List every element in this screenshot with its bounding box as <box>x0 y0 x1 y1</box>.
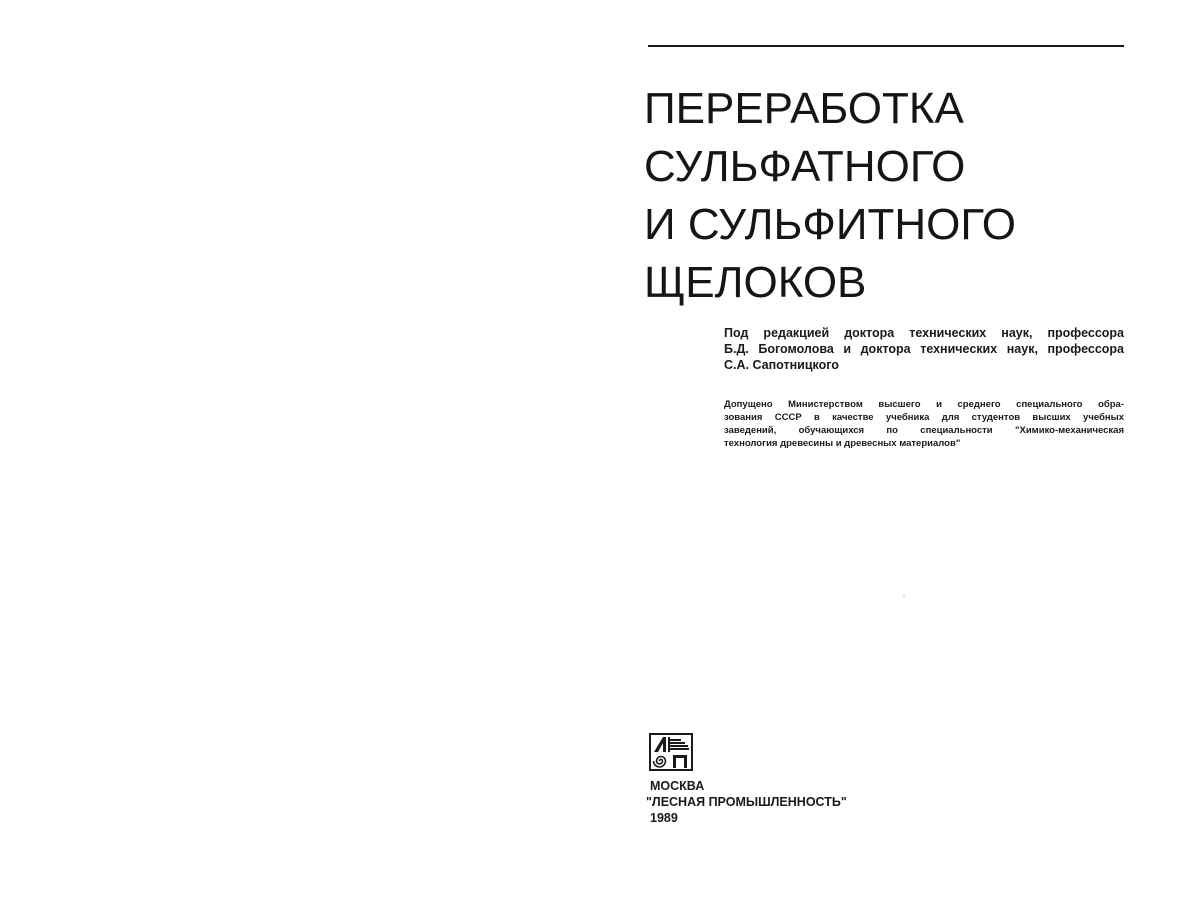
publisher-imprint <box>646 778 847 826</box>
book-title-line-4: ЩЕЛОКОВ <box>644 258 867 307</box>
approval-line-3: заведений, обучающихся по специальности "Химико-механическая <box>724 425 1124 436</box>
approval-line-4: технология древесины и древесных материалов" <box>724 438 961 449</box>
publisher-city: МОСКВА <box>650 779 705 793</box>
editors-line-1: Под редакцией доктора технических наук, профессора <box>724 326 1124 340</box>
publisher-logo-icon <box>649 733 693 771</box>
book-title-line-1: ПЕРЕРАБОТКА <box>644 84 964 133</box>
book-title <box>644 80 1164 312</box>
book-title-line-2: СУЛЬФАТНОГО <box>644 142 966 191</box>
editors-statement <box>724 325 1124 373</box>
approval-line-2: зования СССР в качестве учебника для студентов высших учебных <box>724 412 1124 423</box>
title-page <box>600 0 1200 916</box>
publisher-name: "ЛЕСНАЯ ПРОМЫШЛЕННОСТЬ" <box>646 795 847 809</box>
publication-year: 1989 <box>650 811 678 825</box>
editors-line-2: Б.Д. Богомолова и доктора технических наук, профессора <box>724 342 1124 356</box>
ministry-approval-note <box>724 398 1124 450</box>
book-title-line-3: И СУЛЬФИТНОГО <box>644 200 1016 249</box>
editors-line-3: С.А. Сапотницкого <box>724 358 839 372</box>
top-rule-divider <box>648 45 1124 47</box>
approval-line-1: Допущено Министерством высшего и среднего специального обра- <box>724 399 1124 410</box>
scan-speck <box>903 596 905 597</box>
